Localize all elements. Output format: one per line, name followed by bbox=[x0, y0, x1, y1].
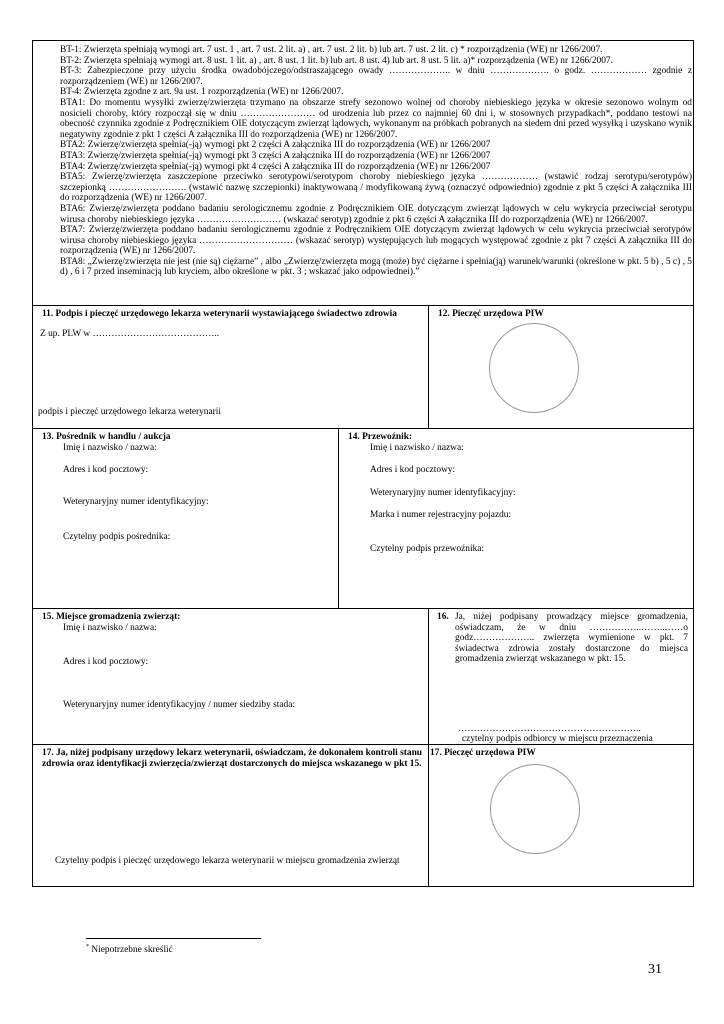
section-16-signature-dots: ………………………………………………….. bbox=[458, 724, 641, 734]
bta1-line: BTA1: Do momentu wysyłki zwierzę/zwierzęta trzymano na obszarze strefy sezonowo wolnej od choroby niebieskiego języka w okresie sezonowo wolnym od nosicieli choroby, który rozpoczął się w dniu …………………… od urodzenia lub przez co najmniej 60 dni i, w stosownych przypadkach*, poddano testowi na obecność czynnika zgodnie z Podręcznikiem OIE dotyczącym zwierząt lądowych, wykonanym na próbkach pobranych na siedem dni przed wysyłką i uzyskano wynik negatywny zgodnie z pkt 1 części A załącznika III do rozporządzenia (WE) nr 1266/2007. bbox=[60, 97, 692, 140]
section-13-name-label: Imię i nazwisko / nazwa: bbox=[63, 443, 157, 453]
section-16-declaration: Ja, niżej podpisany prowadzący miejsce gromadzenia, oświadczam, że w dniu ……………..……..……o godz……………….. zwierzęta wymienione w pkt. 7 świadectwa zdrowia zostały dostarczone do miejsca gromadzenia zwierząt wskazanego w pkt. 15. bbox=[455, 612, 688, 665]
section-12-title: 12. Pieczęć urzędowa PIW bbox=[438, 309, 544, 319]
bt1-line: BT-1: Zwierzęta spełniają wymogi art. 7 ust. 1 , art. 7 ust. 2 lit. a) , art. 7 ust. 2 lit. b) lub art. 7 ust. 2 lit. c) * rozporządzenia (WE) nr 1266/2007. bbox=[60, 45, 603, 55]
section-13-signature-label: Czytelny podpis pośrednika: bbox=[63, 532, 171, 542]
official-stamp-placeholder-12 bbox=[489, 323, 579, 413]
bt4-line: BT-4: Zwierzęta zgodne z art. 9a ust. 1 rozporządzenia (WE) nr 1266/2007. bbox=[60, 87, 344, 98]
section-17-stamp-title: 17. Pieczęć urzędowa PIW bbox=[430, 748, 536, 758]
section-16-caption: czytelny podpis odbiorcy w miejscu przeznaczenia bbox=[462, 734, 653, 744]
section-14-name-label: Imię i nazwisko / nazwa: bbox=[370, 443, 464, 453]
section-15-address-label: Adres i kod pocztowy: bbox=[63, 657, 149, 667]
section-11-caption: podpis i pieczęć urzędowego lekarza weterynarii bbox=[38, 407, 221, 417]
bta8-line: BTA8: „Zwierzę/zwierzęta nie jest (nie są) ciężarne” , albo „Zwierzę/zwierzęta mogą (może) być ciężarne i spełnia(ją) warunek/warunki (określone w pkt. 5 b) , 5 c) , 5 d) , 6 i 7 przed inseminacją lub kryciem, albo określone w pkt. 3 ; wskazać jako odpowiednei).” bbox=[60, 256, 692, 278]
section-14-title: 14. Przewoźnik: bbox=[348, 432, 413, 442]
bluetongue-conditions-text bbox=[60, 45, 692, 278]
section-15-vet-id-label: Weterynaryjny numer identyfikacyjny / numer siedziby stada: bbox=[63, 700, 295, 710]
bt3-line: BT-3: Zabezpieczone przy użyciu środka owadobójczego/odstraszającego owady ……………….. w dniu ………………. o godz. ……………… zgodnie z rozporządzeniem (WE) nr 1266/2007. bbox=[60, 66, 692, 87]
section-13-address-label: Adres i kod pocztowy: bbox=[63, 465, 149, 475]
bta5-line: BTA5: Zwierzę/zwierzęta zaszczepione przeciwko serotypowi/serotypom choroby niebieskiego języka ……………… (wstawić rodzaj serotypu/serotypów) szczepionką ……………………. (wstawić nazwę szczepionki) inaktywowaną / modyfikowaną żywą (oznaczyć odpowiednio) zgodnie z pkt 5 części A załącznika III do rozporządzenia (WE) nr 1266/2007. bbox=[60, 172, 692, 204]
section-11-zup: Z up. PLW w ………………………………….. bbox=[40, 329, 220, 339]
section-14-address-label: Adres i kod pocztowy: bbox=[370, 465, 456, 475]
footnote-mark: * bbox=[86, 943, 89, 950]
section-13-box bbox=[32, 428, 339, 609]
section-15-name-label: Imię i nazwisko / nazwa: bbox=[63, 623, 157, 633]
section-11-title: 11. Podpis i pieczęć urzędowego lekarza weterynarii wystawiającego świadectwo zdrowia bbox=[42, 309, 397, 319]
section-16-number: 16. bbox=[437, 612, 449, 622]
bt2-line: BT-2: Zwierzęta spełniają wymogi art. 8 ust. 1 lit. a) , art. 8 ust. 1 lit. b) lub art. 8 ust. 4) lub art. 8 ust. 5 lit. a)* rozporządzenia (WE) nr 1266/2007. bbox=[60, 55, 613, 66]
section-17-title: 17. Ja, niżej podpisany urzędowy lekarz weterynarii, oświadczam, że dokonałem kontroli stanu zdrowia oraz identyfikacji zwierzęcia/zwierząt dostarczonych do miejsca wskazanego w pkt 15. bbox=[42, 748, 422, 769]
section-14-signature-label: Czytelny podpis przewoźnika: bbox=[370, 544, 485, 554]
bta7-line: BTA7: Zwierzę/zwierzęta poddano badaniu serologicznemu zgodnie z Podręcznikiem OIE dotyczącym zwierząt lądowych w celu wykrycia przeciwciał serotypów wirusa choroby niebieskiego języka ………………………… (wskazać serotyp) występujących lub mogących występować zgodnie z pkt 7 części A załącznika III do rozporządzenia (WE) nr 1266/2007. bbox=[60, 225, 692, 257]
section-14-vehicle-label: Marka i numer rejestracyjny pojazdu: bbox=[370, 510, 512, 520]
bta3-line: BTA3: Zwierzę/zwierzęta spełnia(-ją) wymogi pkt 3 części A załącznika III do rozporządzenia (WE) nr 1266/2007 bbox=[60, 150, 491, 161]
section-14-vet-id-label: Weterynaryjny numer identyfikacyjny: bbox=[370, 488, 516, 498]
official-stamp-placeholder-17 bbox=[490, 764, 580, 854]
section-15-title: 15. Miejsce gromadzenia zwierząt: bbox=[42, 612, 181, 622]
bta6-line: BTA6: Zwierzę/zwierzęta poddano badaniu serologicznemu zgodnie z Podręcznikiem OIE dotyczącym zwierząt lądowych w celu wykrycia przeciwciał serotypu wirusa choroby niebieskiego języka ……………………… (wskazać serotyp) zgodnie z pkt 6 części A załącznika III do rozporządzenia (WE) nr 1266/2007. bbox=[60, 203, 692, 225]
footnote-text: Niepotrzebne skreślić bbox=[91, 945, 173, 955]
section-13-title: 13. Pośrednik w handlu / aukcja bbox=[42, 432, 171, 442]
section-13-vet-id-label: Weterynaryjny numer identyfikacyjny: bbox=[63, 497, 209, 507]
bta4-line: BTA4: Zwierzę/zwierzęta spełnia(-ją) wymogi pkt 4 części A załącznika III do rozporządzenia (WE) nr 1266/2007 bbox=[60, 161, 491, 172]
footnote bbox=[86, 945, 173, 956]
page-number: 31 bbox=[648, 962, 662, 977]
section-17-caption: Czytelny podpis i pieczęć urzędowego lekarza weterynarii w miejscu gromadzenia zwierząt bbox=[55, 856, 400, 866]
footnote-separator bbox=[86, 938, 261, 939]
bta2-line: BTA2: Zwierzę/zwierzęta spełnia(-ją) wymogi pkt 2 części A załącznika III do rozporządzenia (WE) nr 1266/2007 bbox=[60, 140, 491, 151]
